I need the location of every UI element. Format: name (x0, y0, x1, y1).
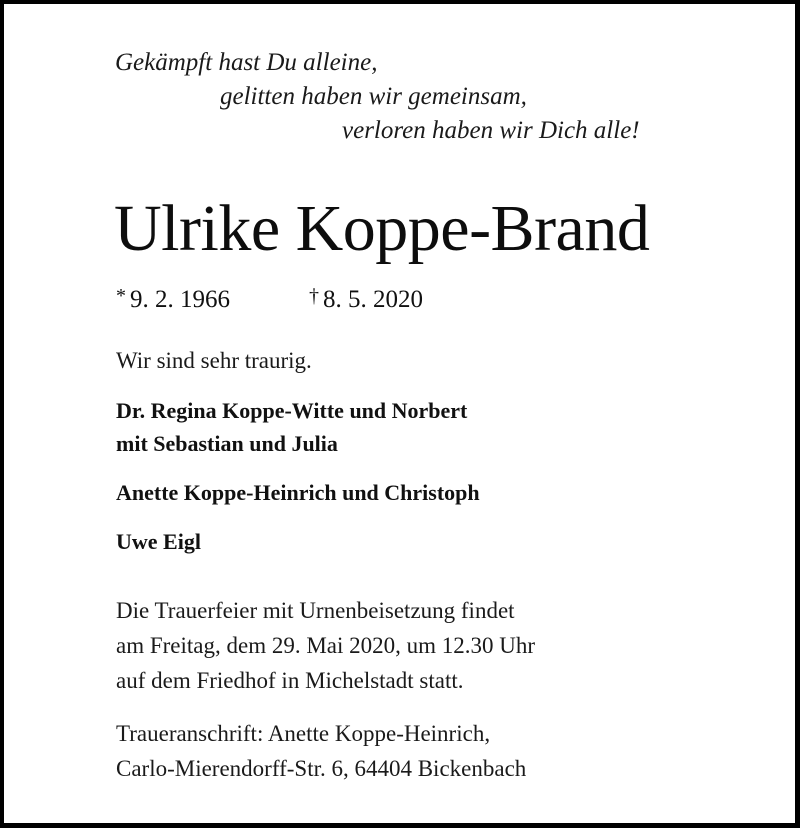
motto-line-2: gelitten haben wir gemeinsam, (220, 83, 527, 110)
birth-date: * 9. 2. 1966 (116, 285, 230, 313)
death-cross-icon: † (309, 285, 319, 307)
address-line-1: Traueranschrift: Anette Koppe-Heinrich, (116, 721, 491, 746)
mourner-1-line-1: Dr. Regina Koppe-Witte und Norbert (116, 398, 468, 423)
deceased-name: Ulrike Koppe-Brand (114, 192, 650, 265)
mourner-1-line-2: mit Sebastian und Julia (116, 431, 338, 456)
mourner-3: Uwe Eigl (116, 529, 201, 554)
ceremony-line-1: Die Trauerfeier mit Urnenbeisetzung findet (116, 598, 515, 623)
message: Wir sind sehr traurig. (116, 348, 312, 373)
address-line-2: Carlo-Mierendorff-Str. 6, 64404 Bickenbach (116, 756, 527, 781)
motto-line-1: Gekämpft hast Du alleine, (115, 49, 378, 76)
ceremony-line-2: am Freitag, dem 29. Mai 2020, um 12.30 Uhr (116, 633, 536, 658)
ceremony-line-3: auf dem Friedhof in Michelstadt statt. (116, 668, 464, 693)
obituary-notice (4, 4, 795, 823)
motto-line-3: verloren haben wir Dich alle! (342, 117, 640, 144)
death-date: † 8. 5. 2020 (309, 285, 423, 313)
birth-star-icon: * (116, 285, 126, 307)
mourner-2: Anette Koppe-Heinrich und Christoph (116, 480, 480, 505)
